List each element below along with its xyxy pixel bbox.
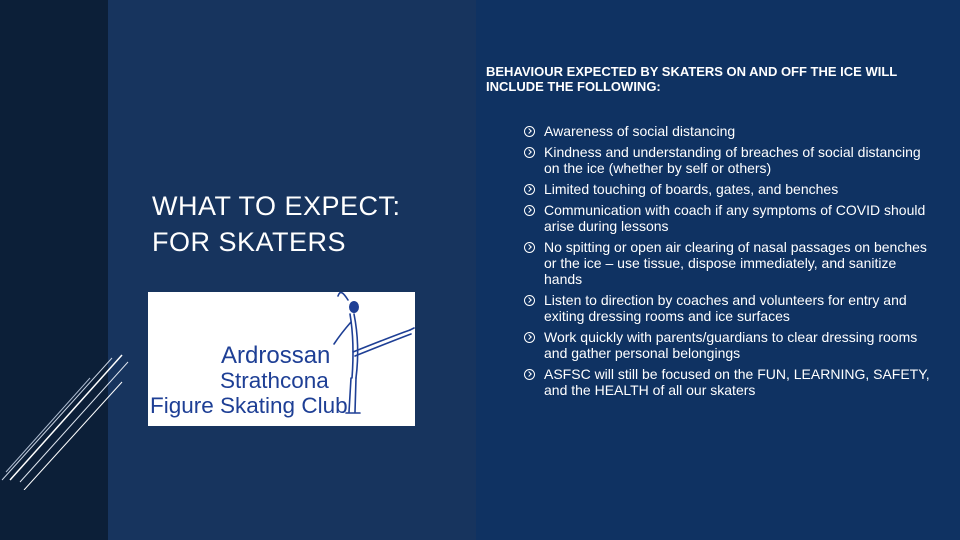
circled-chevron-right-icon bbox=[524, 242, 535, 253]
club-logo bbox=[148, 292, 415, 426]
list-item bbox=[524, 144, 934, 176]
list-item-text: Listen to direction by coaches and volunteers for entry and exiting dressing rooms and ice surfaces bbox=[544, 292, 907, 324]
circled-chevron-right-icon bbox=[524, 332, 535, 343]
list-item bbox=[524, 202, 934, 234]
list-item-text: Limited touching of boards, gates, and benches bbox=[544, 181, 839, 197]
list-item bbox=[524, 123, 934, 139]
list-item-text: No spitting or open air clearing of nasal passages on benches or the ice – use tissue, dispose immediately, and sanitize hands bbox=[544, 239, 927, 287]
title-panel bbox=[108, 0, 476, 540]
list-item bbox=[524, 329, 934, 361]
list-item bbox=[524, 366, 934, 398]
list-item bbox=[524, 292, 934, 324]
logo-text-ardrossan: Ardrossan bbox=[221, 342, 331, 369]
circled-chevron-right-icon bbox=[524, 126, 535, 137]
list-item bbox=[524, 239, 934, 287]
list-item-text: Work quickly with parents/guardians to clear dressing rooms and gather personal belongings bbox=[544, 329, 918, 361]
circled-chevron-right-icon bbox=[524, 205, 535, 216]
list-item-text: Communication with coach if any symptoms of COVID should arise during lessons bbox=[544, 202, 926, 234]
circled-chevron-right-icon bbox=[524, 295, 535, 306]
circled-chevron-right-icon bbox=[524, 147, 535, 158]
list-item-text: ASFSC will still be focused on the FUN, LEARNING, SAFETY, and the HEALTH of all our skaters bbox=[544, 366, 930, 398]
bullet-list bbox=[524, 123, 934, 403]
list-item-text: Kindness and understanding of breaches of social distancing on the ice (whether by self or others) bbox=[544, 144, 921, 176]
list-item bbox=[524, 181, 934, 197]
decorative-diagonal-lines bbox=[0, 340, 130, 490]
logo-text-club: Figure Skating Club bbox=[150, 393, 348, 418]
list-item-text: Awareness of social distancing bbox=[544, 123, 736, 139]
circled-chevron-right-icon bbox=[524, 184, 535, 195]
logo-text-strathcona: Strathcona bbox=[220, 368, 329, 393]
slide-title: WHAT TO EXPECT: FOR SKATERS bbox=[152, 191, 401, 257]
circled-chevron-right-icon bbox=[524, 369, 535, 380]
section-heading: BEHAVIOUR EXPECTED BY SKATERS ON AND OFF THE ICE WILL INCLUDE THE FOLLOWING: bbox=[486, 64, 897, 94]
